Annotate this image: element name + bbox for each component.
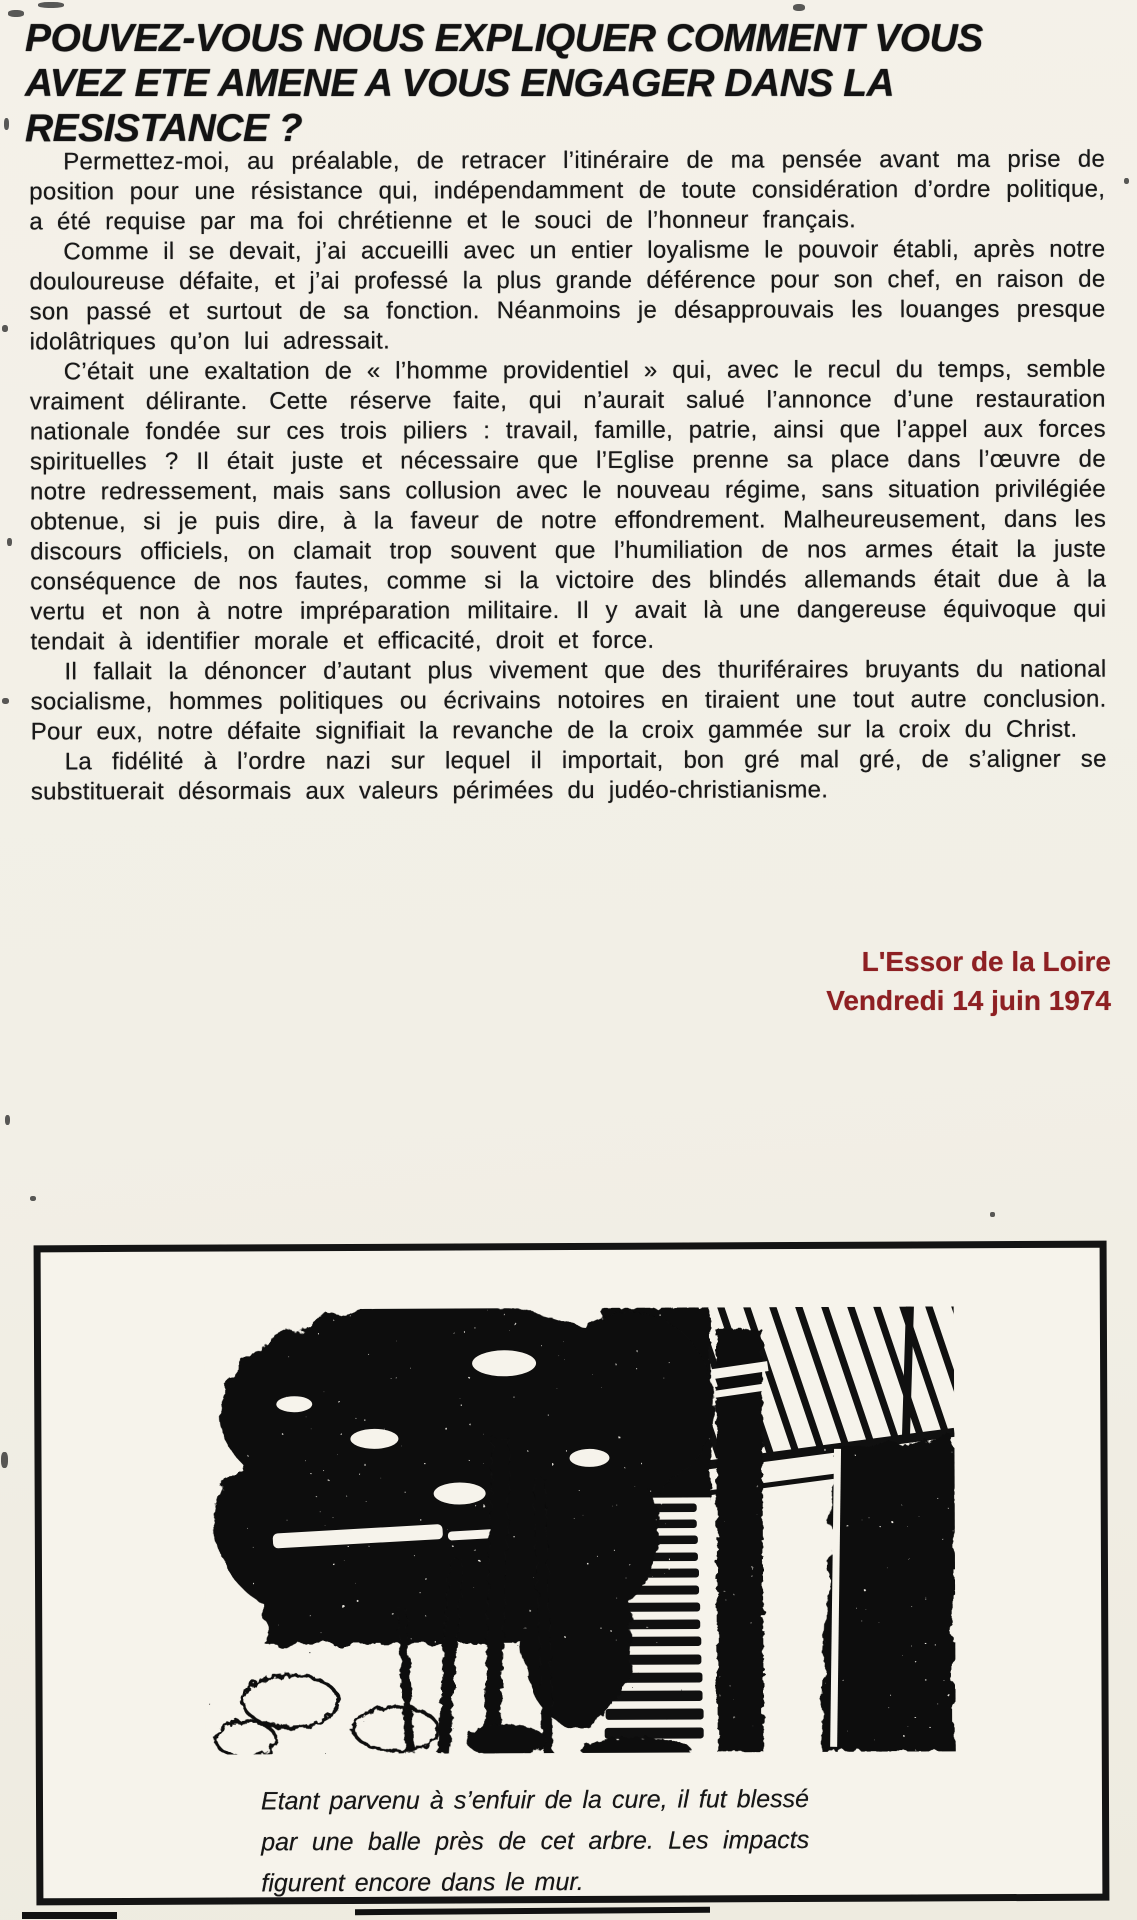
attribution <box>826 942 1111 1020</box>
scan-speck <box>2 698 9 704</box>
scan-smear <box>22 1912 117 1919</box>
attribution-date: Vendredi 14 juin 1974 <box>826 985 1111 1016</box>
scan-speck <box>793 4 805 11</box>
paragraph: La fidélité à l’ordre nazi sur lequel il importait, bon gré mal gré, de s’aligner se substituerait désormais aux valeurs périmées du judéo-christianisme. <box>30 745 1107 806</box>
scan-smear <box>355 1907 710 1915</box>
photo-illustration <box>204 1306 956 1754</box>
scan-speck <box>990 1212 995 1217</box>
headline-line: POUVEZ-VOUS NOUS EXPLIQUER COMMENT VOUS <box>25 17 983 60</box>
headline-line: AVEZ ETE AMENE A VOUS ENGAGER DANS LA <box>25 62 895 105</box>
scan-speck <box>7 538 12 546</box>
scan-speck <box>38 2 64 8</box>
article-body <box>29 145 1107 808</box>
scan-speck <box>8 10 24 17</box>
scan-speck <box>4 118 9 130</box>
paragraph: Permettez-moi, au préalable, de retracer l’itinéraire de ma pensée avant ma prise de position pour une résistance qui, indépendamment de toute considération d’ordre politique, a été requise par ma foi chrétienne et le souci de l’honneur français. <box>29 145 1106 236</box>
attribution-source: L'Essor de la Loire <box>861 946 1111 977</box>
photo-frame <box>34 1241 1110 1906</box>
scan-speck <box>1124 178 1129 184</box>
scan-speck <box>30 1196 36 1201</box>
scan-speck <box>5 1115 10 1125</box>
paragraph: C’était une exaltation de « l’homme providentiel » qui, avec le recul du temps, semble vraiment délirante. Cette réserve faite, qui n’aurait salué l’annonce d’une restauration nationale fondée sur ces trois piliers : travail, famille, patrie, ainsi que l’appel aux forces spirituelles ? Il était juste et nécessaire que l’Eglise prenne sa place dans l’œuvre de notre redressement, mais sans collusion avec le nouveau régime, sans situation privilégiée obtenue, si je puis dire, à la faveur de notre effondrement. Malheureusement, dans les discours officiels, on clamait trop souvent que l’humiliation de nos armes était la juste conséquence de nos fautes, comme si la victoire des blindés allemands était due à la vertu et non à notre impréparation militaire. Il y avait là une dangereuse équivoque qui tendait à identifier morale et efficacité, droit et force. <box>29 355 1107 656</box>
photo-caption: Etant parvenu à s’enfuir de la cure, il fut blessé par une balle près de cet arbre. Les impacts figurent encore dans le mur. <box>260 1784 810 1898</box>
article-headline <box>25 16 1125 151</box>
paragraph: Il fallait la dénoncer d’autant plus vivement que des thuriféraires bruyants du national socialisme, hommes politiques ou écrivains notoires en tiraient une tout autre conclusion. Pour eux, notre défaite signifiait la revanche de la croix gammée sur la croix du Christ. <box>30 655 1107 746</box>
scan-speck <box>1 1452 8 1468</box>
paragraph: Comme il se devait, j’ai accueilli avec un entier loyalisme le pouvoir établi, après notre douloureuse défaite, et j’ai professé la plus grande déférence pour son chef, en raison de son passé et surtout de sa fonction. Néanmoins je désapprouvais les louanges presque idolâtriques qu’on lui adressait. <box>29 235 1106 356</box>
headline-line: RESISTANCE ? <box>25 107 303 150</box>
scan-speck <box>2 325 8 332</box>
